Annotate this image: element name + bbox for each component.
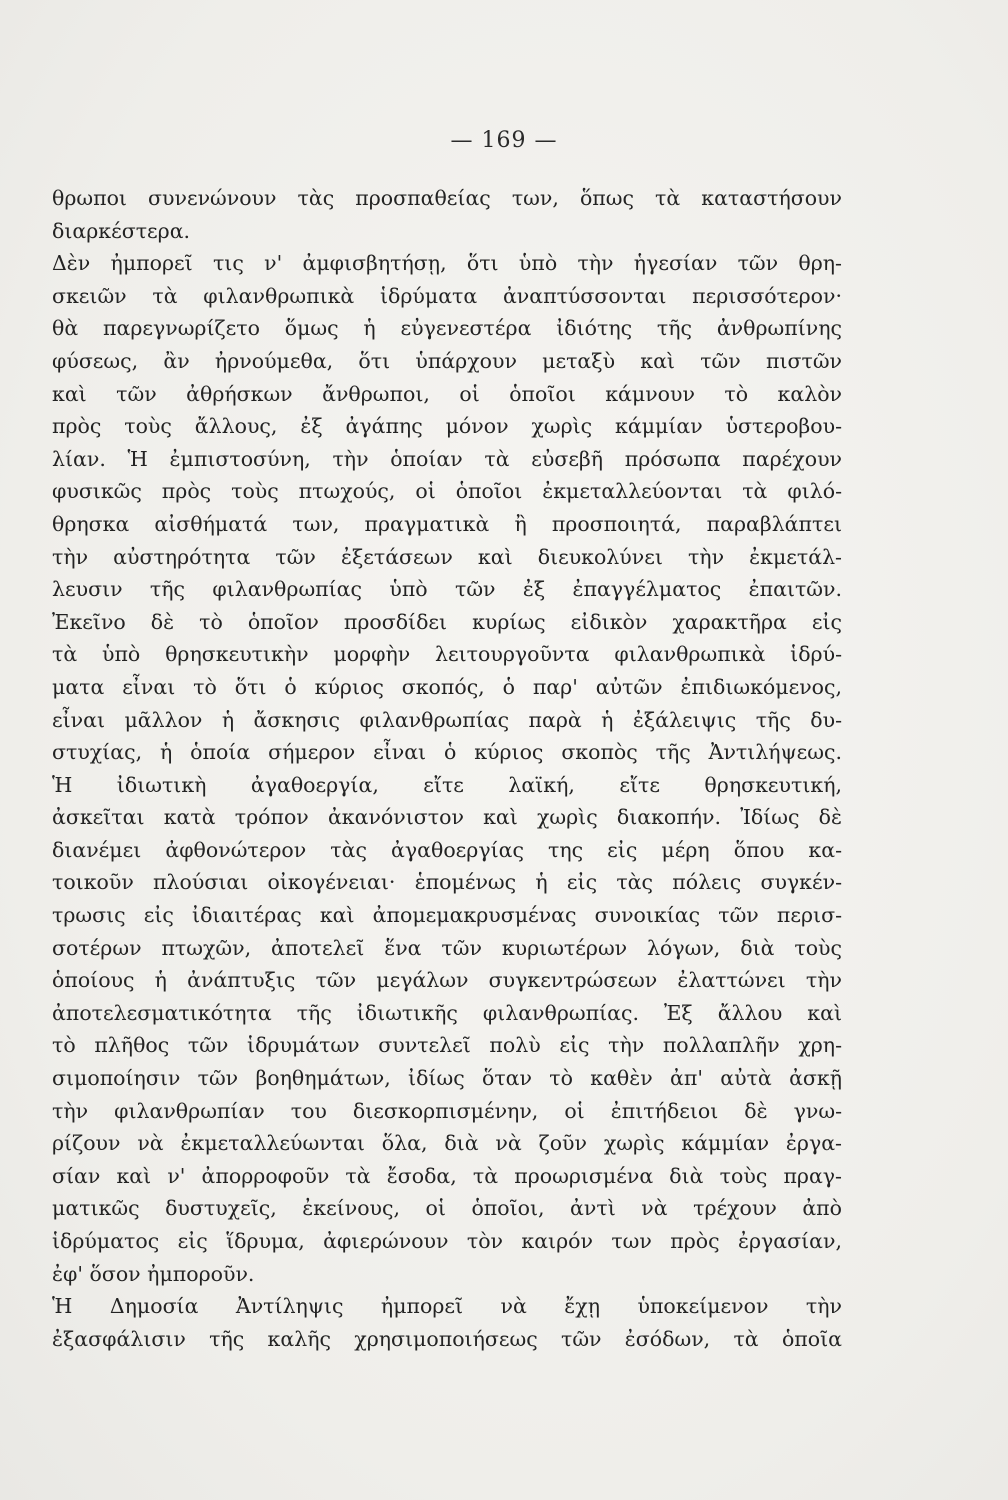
text-line: ὁποίους ἡ ἀνάπτυξις τῶν μεγάλων συγκεντρώσεων ἐλαττώνει τὴν [52, 968, 842, 993]
text-line: τὰ ὑπὸ θρησκευτικὴν μορφὴν λειτουργοῦντα φιλανθρωπικὰ ἱδρύ- [52, 642, 842, 667]
text-line: λίαν. Ἡ ἐμπιστοσύνη, τὴν ὁποίαν τὰ εὐσεβῆ πρόσωπα παρέχουν [52, 446, 842, 471]
text-line: εἶναι μᾶλλον ἡ ἄσκησις φιλανθρωπίας παρὰ ἡ ἐξάλειψις τῆς δυ- [52, 707, 842, 732]
text-line: πρὸς τοὺς ἄλλους, ἐξ ἀγάπης μόνον χωρὶς κάμμίαν ὑστεροβου- [52, 414, 842, 439]
text-line: σίαν καὶ ν' ἀπορροφοῦν τὰ ἔσοδα, τὰ προωρισμένα διὰ τοὺς πραγ- [52, 1163, 842, 1188]
text-line: Ἡ Δημοσία Ἀντίληψις ἠμπορεῖ νὰ ἔχῃ ὑποκείμενον τὴν [52, 1294, 842, 1319]
text-line: θρωποι συνενώνουν τὰς προσπαθείας των, ὅπως τὰ καταστήσουν [52, 186, 842, 210]
text-line: σιμοποίησιν τῶν βοηθημάτων, ἰδίως ὅταν τὸ καθὲν ἀπ' αὐτὰ ἀσκῇ [52, 1066, 842, 1091]
text-line: ἀποτελεσματικότητα τῆς ἰδιωτικῆς φιλανθρωπίας. Ἐξ ἄλλου καὶ [52, 1000, 842, 1025]
text-line: ἐξασφάλισιν τῆς καλῆς χρησιμοποιήσεως τῶν ἐσόδων, τὰ ὁποῖα [52, 1326, 842, 1351]
text-line: τοικοῦν πλούσιαι οἰκογένειαι· ἑπομένως ἡ εἰς τὰς πόλεις συγκέν- [52, 870, 842, 895]
text-line: τὸ πλῆθος τῶν ἱδρυμάτων συντελεῖ πολὺ εἰς τὴν πολλαπλῆν χρη- [52, 1033, 842, 1058]
text-line: λευσιν τῆς φιλανθρωπίας ὑπὸ τῶν ἐξ ἐπαγγέλματος ἐπαιτῶν. [52, 577, 842, 602]
body-text [52, 182, 842, 1355]
text-line: διαρκέστερα. [52, 218, 191, 243]
text-line: φύσεως, ἂν ἠρνούμεθα, ὅτι ὑπάρχουν μεταξὺ καὶ τῶν πιστῶν [52, 348, 842, 373]
text-line: Ἐκεῖνο δὲ τὸ ὁποῖον προσδίδει κυρίως εἰδικὸν χαρακτῆρα εἰς [52, 609, 842, 634]
text-line: φυσικῶς πρὸς τοὺς πτωχούς, οἱ ὁποῖοι ἐκμεταλλεύονται τὰ φιλό- [52, 479, 842, 504]
text-line: ματα εἶναι τὸ ὅτι ὁ κύριος σκοπός, ὁ παρ' αὐτῶν ἐπιδιωκόμενος, [52, 674, 842, 699]
text-line: τὴν φιλανθρωπίαν του διεσκορπισμένην, οἱ ἐπιτήδειοι δὲ γνω- [52, 1098, 842, 1123]
text-line: Ἡ ἰδιωτικὴ ἀγαθοεργία, εἴτε λαϊκή, εἴτε θρησκευτική, [52, 772, 842, 797]
text-line: τρωσις εἰς ἰδιαιτέρας καὶ ἀπομεμακρυσμένας συνοικίας τῶν περισ- [52, 903, 842, 928]
text-line: ἱδρύματος εἰς ἵδρυμα, ἀφιερώνουν τὸν καιρόν των πρὸς ἐργασίαν, [52, 1229, 842, 1253]
text-line: θὰ παρεγνωρίζετο ὅμως ἡ εὐγενεστέρα ἰδιότης τῆς ἀνθρωπίνης [52, 316, 842, 341]
text-line: ἐφ' ὅσον ἠμποροῦν. [52, 1261, 255, 1286]
text-line: θρησκα αἰσθήματά των, πραγματικὰ ἢ προσποιητά, παραβλάπτει [52, 511, 842, 536]
text-line: σοτέρων πτωχῶν, ἀποτελεῖ ἕνα τῶν κυριωτέρων λόγων, διὰ τοὺς [52, 935, 842, 960]
text-line: καὶ τῶν ἀθρήσκων ἄνθρωποι, οἱ ὁποῖοι κάμνουν τὸ καλὸν [52, 381, 842, 406]
text-line: ματικῶς δυστυχεῖς, ἐκείνους, οἱ ὁποῖοι, ἀντὶ νὰ τρέχουν ἀπὸ [52, 1196, 842, 1221]
text-line: σκειῶν τὰ φιλανθρωπικὰ ἱδρύματα ἀναπτύσσονται περισσότερον· [52, 283, 842, 308]
text-line: ρίζουν νὰ ἐκμεταλλεύωνται ὅλα, διὰ νὰ ζοῦν χωρὶς κάμμίαν ἐργα- [52, 1131, 842, 1156]
text-line: διανέμει ἀφθονώτερον τὰς ἀγαθοεργίας της εἰς μέρη ὅπου κα- [52, 837, 842, 862]
page-number: — 169 — [450, 128, 558, 153]
text-line: Δὲν ἠμπορεῖ τις ν' ἀμφισβητήσῃ, ὅτι ὑπὸ τὴν ἡγεσίαν τῶν θρη- [52, 251, 842, 276]
text-line: ἀσκεῖται κατὰ τρόπον ἀκανόνιστον καὶ χωρὶς διακοπήν. Ἰδίως δὲ [52, 805, 842, 830]
text-line: τὴν αὐστηρότητα τῶν ἐξετάσεων καὶ διευκολύνει τὴν ἐκμετάλ- [52, 544, 842, 569]
text-line: στυχίας, ἡ ὁποία σήμερον εἶναι ὁ κύριος σκοπὸς τῆς Ἀντιλήψεως. [52, 740, 842, 765]
